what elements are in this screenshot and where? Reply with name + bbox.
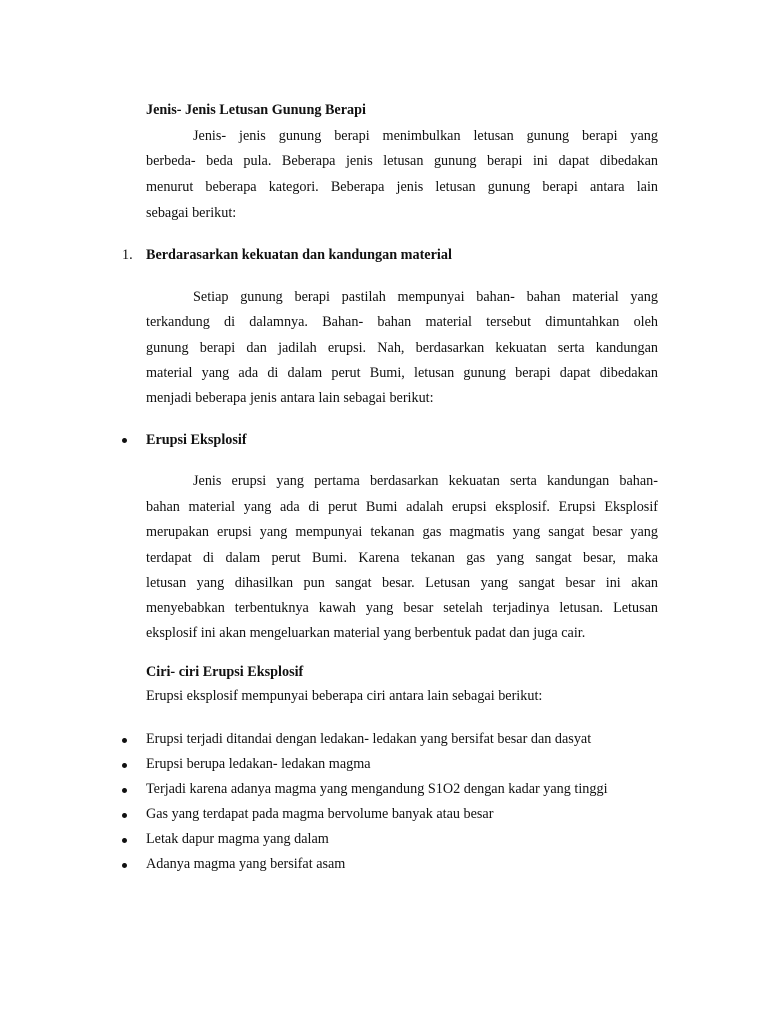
- section-paragraph-line: menjadi beberapa jenis antara lain sebagai berikut:: [146, 390, 434, 406]
- subsection-paragraph-line: terdapat di dalam perut Bumi. Karena tekanan gas yang sangat besar, maka: [146, 550, 658, 566]
- list-item: Letak dapur magma yang dalam: [146, 831, 329, 847]
- list-item: Erupsi terjadi ditandai dengan ledakan- ledakan yang bersifat besar dan dasyat: [146, 731, 592, 747]
- bullet-icon: [122, 863, 127, 868]
- subsection-paragraph-line: letusan yang dihasilkan pun sangat besar. Letusan yang sangat besar ini akan: [146, 575, 658, 591]
- bullet-icon: [122, 788, 127, 793]
- subsection-paragraph-line: merupakan erupsi yang mempunyai tekanan gas magmatis yang sangat besar yang: [146, 524, 658, 540]
- list-item: Erupsi berupa ledakan- ledakan magma: [146, 756, 371, 772]
- section-paragraph-line: terkandung di dalamnya. Bahan- bahan material tersebut dimuntahkan oleh: [146, 314, 658, 330]
- list-item: Gas yang terdapat pada magma bervolume banyak atau besar: [146, 806, 494, 822]
- ciri-intro: Erupsi eksplosif mempunyai beberapa ciri antara lain sebagai berikut:: [146, 688, 543, 704]
- intro-line: Jenis- jenis gunung berapi menimbulkan letusan gunung berapi yang: [193, 128, 658, 144]
- subsection-paragraph-line: eksplosif ini akan mengeluarkan material yang berbentuk padat dan juga cair.: [146, 625, 586, 641]
- section-paragraph-line: material yang ada di dalam perut Bumi, letusan gunung berapi dapat dibedakan: [146, 365, 658, 381]
- section-number: 1.: [122, 247, 133, 263]
- subsection-paragraph-line: bahan material yang ada di perut Bumi adalah erupsi eksplosif. Erupsi Eksplosif: [146, 499, 658, 515]
- section-paragraph-line: gunung berapi dan jadilah erupsi. Nah, berdasarkan kekuatan serta kandungan: [146, 340, 658, 356]
- document-title: Jenis- Jenis Letusan Gunung Berapi: [146, 102, 366, 118]
- bullet-icon: [122, 838, 127, 843]
- list-item: Adanya magma yang bersifat asam: [146, 856, 346, 872]
- bullet-icon: [122, 763, 127, 768]
- subsection-paragraph-line: Jenis erupsi yang pertama berdasarkan kekuatan serta kandungan bahan-: [193, 473, 658, 489]
- intro-line: berbeda- beda pula. Beberapa jenis letusan gunung berapi ini dapat dibedakan: [146, 153, 658, 169]
- bullet-icon: [122, 438, 127, 443]
- bullet-icon: [122, 813, 127, 818]
- subsection-heading: Erupsi Eksplosif: [146, 432, 247, 448]
- section-paragraph-line: Setiap gunung berapi pastilah mempunyai bahan- bahan material yang: [193, 289, 658, 305]
- section-heading: Berdarasarkan kekuatan dan kandungan material: [146, 247, 452, 263]
- list-item: Terjadi karena adanya magma yang mengandung S1O2 dengan kadar yang tinggi: [146, 781, 608, 797]
- ciri-heading: Ciri- ciri Erupsi Eksplosif: [146, 664, 304, 680]
- subsection-paragraph-line: menyebabkan terbentuknya kawah yang besar setelah terjadinya letusan. Letusan: [146, 600, 658, 616]
- intro-line: sebagai berikut:: [146, 205, 237, 221]
- intro-line: menurut beberapa kategori. Beberapa jenis letusan gunung berapi antara lain: [146, 179, 658, 195]
- bullet-icon: [122, 738, 127, 743]
